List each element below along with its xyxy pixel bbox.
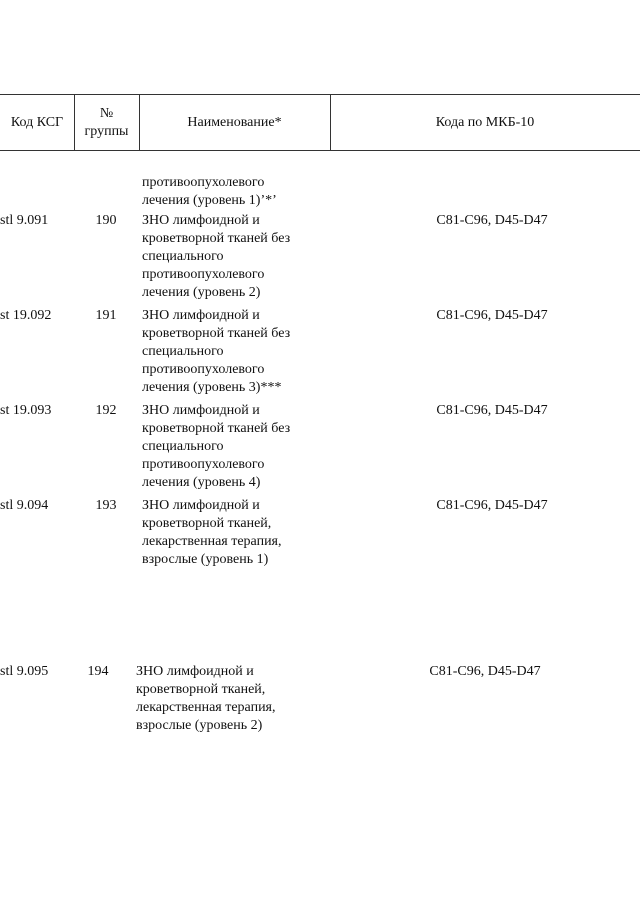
row-group-number: 193 <box>95 498 117 513</box>
continued-name-text: противоопухолевого лечения (уровень 1)’*’ <box>142 175 277 208</box>
row-code: st 19.092 <box>0 308 52 323</box>
row-name: ЗНО лимфоидной и кроветворной тканей, лекарственная терапия, взрослые (уровень 2) <box>136 664 276 733</box>
row-code: stl 9.091 <box>0 213 49 228</box>
header-group-number-sign: № <box>99 105 114 121</box>
row-group-number: 190 <box>95 213 117 228</box>
row-group-number: 191 <box>95 308 117 323</box>
header-mkb-label: Кода по МКБ-10 <box>435 114 535 130</box>
row-mkb-codes: C81-C96, D45-D47 <box>436 308 548 323</box>
row-group-number: 194 <box>87 664 109 679</box>
header-group-number <box>74 94 139 151</box>
row-code: stl 9.095 <box>0 664 49 679</box>
row-mkb-codes: C81-C96, D45-D47 <box>429 664 541 679</box>
header-code <box>0 94 74 151</box>
header-mkb <box>330 94 640 151</box>
row-code: stl 9.094 <box>0 498 49 513</box>
row-name: ЗНО лимфоидной и кроветворной тканей без специального противоопухолевого лечения (уровень 4) <box>142 403 291 490</box>
row-mkb-codes: C81-C96, D45-D47 <box>436 213 548 228</box>
row-mkb-codes: C81-C96, D45-D47 <box>436 403 548 418</box>
header-code-label: Код КСГ <box>10 114 64 130</box>
row-group-number: 192 <box>95 403 117 418</box>
row-name: ЗНО лимфоидной и кроветворной тканей, лекарственная терапия, взрослые (уровень 1) <box>142 498 282 567</box>
row-mkb-codes: C81-C96, D45-D47 <box>436 498 548 513</box>
row-name: ЗНО лимфоидной и кроветворной тканей без специального противоопухолевого лечения (уровень 2) <box>142 213 291 300</box>
row-name: ЗНО лимфоидной и кроветворной тканей без специального противоопухолевого лечения (уровень 3)*** <box>142 308 291 395</box>
header-name <box>139 94 330 151</box>
header-group-number-label: группы <box>84 123 129 139</box>
row-code: st 19.093 <box>0 403 52 418</box>
header-name-label: Наименование* <box>187 114 282 130</box>
